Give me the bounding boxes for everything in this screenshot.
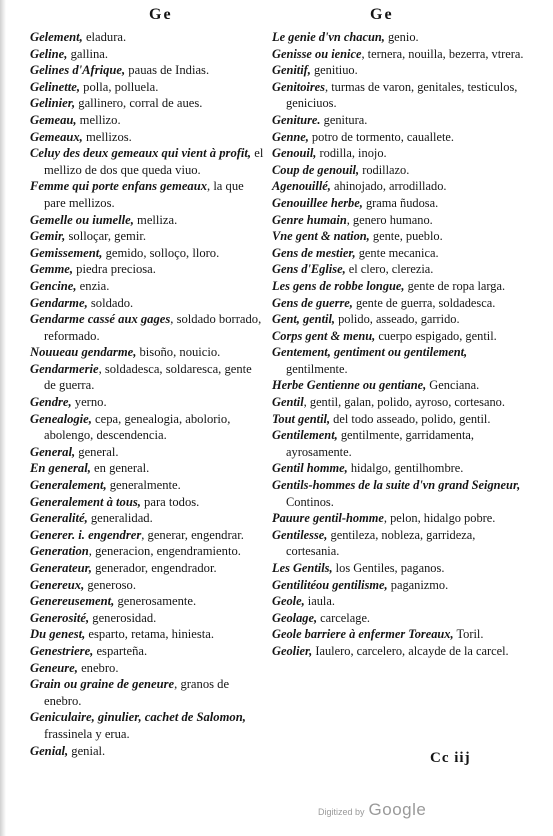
entry-translation: generosidad. [89,610,157,625]
dictionary-entry [30,62,265,79]
entry-translation: ahinojado, arrodillado. [330,179,447,194]
entry-translation: , granos de enebro. [44,677,230,708]
dictionary-entry [30,610,265,627]
entry-headword: Gendarme, [30,295,88,310]
entry-translation: el clero, clerezia. [345,262,434,277]
dictionary-entry [30,145,265,178]
dictionary-entry [272,593,527,610]
entry-translation: gente de guerra, soldadesca. [352,295,496,310]
dictionary-entry [30,660,265,677]
dictionary-entry [272,460,527,477]
entry-translation: Toril. [453,627,484,642]
dictionary-entry [30,510,265,527]
dictionary-entry [30,295,265,312]
entry-headword: Gentilesse, [272,527,328,542]
entry-translation: piedra preciosa. [73,262,156,277]
entry-translation: , soldado borrado, reformado. [44,312,262,343]
entry-headword: Gelines d'Afrique, [30,63,126,78]
entry-headword: Genereusement, [30,594,115,609]
scan-edge [0,0,6,836]
entry-translation: solloçar, gemir. [65,229,146,244]
entry-headword: Gemeaux, [30,129,83,144]
entry-translation: , generar, engendrar. [141,527,244,542]
entry-headword: Geolier, [272,643,313,658]
entry-headword: Genial, [30,743,69,758]
dictionary-entry [272,228,527,245]
dictionary-entry [272,129,527,146]
entry-translation: iaula. [304,594,335,609]
entry-headword: Nouueau gendarme, [30,345,137,360]
entry-headword: Generation [30,544,89,559]
entry-headword: Genouil, [272,146,317,161]
dictionary-entry [272,643,527,660]
digitized-watermark [318,800,426,820]
entry-translation: para todos. [140,494,200,509]
watermark-brand: Google [368,800,427,819]
entry-headword: Le genie d'vn chacun, [272,30,385,44]
dictionary-entry [30,460,265,477]
dictionary-entry [30,112,265,129]
dictionary-entry [30,543,265,560]
signature-mark: Cc iij [430,750,471,766]
entry-headword: Gemelle ou iumelle, [30,212,134,227]
watermark-prefix: Digitized by [318,807,365,817]
entry-headword: Geneure, [30,660,78,675]
entry-translation: general. [75,444,119,459]
dictionary-entry [30,477,265,494]
entry-headword: Gemir, [30,229,66,244]
entry-headword: Genne, [272,129,309,144]
entry-translation: polla, polluela. [80,79,159,94]
dictionary-entry [30,361,265,394]
dictionary-entry [272,394,527,411]
dictionary-entry [272,477,527,510]
dictionary-entry [272,29,527,46]
entry-headword: Genre humain [272,212,347,227]
entry-translation: , gentil, galan, polido, ayroso, cortesano. [303,395,505,410]
entry-translation: gentilmente. [286,361,348,376]
entry-translation: esparto, retama, hiniesta. [85,627,214,642]
entry-headword: Gemme, [30,262,74,277]
dictionary-entry [272,245,527,262]
entry-headword: Generalement à tous, [30,494,141,509]
entry-translation: enzia. [76,278,110,293]
entry-headword: Genitif, [272,63,311,78]
entry-translation: gente mecanica. [355,245,439,260]
entry-translation: gallinero, corral de aues. [75,96,203,111]
dictionary-entry [272,145,527,162]
entry-headword: Gentilement, [272,428,338,443]
entry-translation: gallina. [67,46,109,61]
entry-translation: bisoño, nouicio. [136,345,221,360]
dictionary-entry [272,510,527,527]
dictionary-entry [30,311,265,344]
entry-headword: Les gens de robbe longue, [272,278,405,293]
dictionary-entry [30,593,265,610]
entry-translation: gemido, solloço, lloro. [102,245,220,260]
entry-translation: generoso. [84,577,136,592]
dictionary-entry [30,212,265,229]
entry-headword: Agenouillé, [272,179,331,194]
entry-translation: , la que pare mellizos. [44,179,244,210]
entry-translation: gente de ropa larga. [404,278,506,293]
entry-headword: Genereux, [30,577,85,592]
running-head-left: Ge [149,6,173,23]
entry-translation: cepa, genealogia, abolorio, abolengo, descendencia. [44,411,231,443]
entry-translation: eladura. [82,30,127,44]
entry-headword: Gelinette, [30,79,81,94]
entry-translation: genial. [68,743,106,758]
entry-headword: Gendarmerie [30,361,99,376]
dictionary-entry [30,743,265,760]
entry-headword: Gendarme cassé aux gages [30,312,171,327]
entry-translation: del todo asseado, polido, gentil. [330,411,491,426]
entry-translation: paganizmo. [387,577,449,592]
entry-translation: , soldadesca, soldaresca, gente de guerra. [44,361,252,393]
entry-headword: Generer. i. engendrer [30,527,142,542]
entry-translation: grama ñudosa. [362,195,439,210]
entry-headword: Gendre, [30,395,72,410]
dictionary-entry [30,643,265,660]
entry-headword: Gentils-hommes de la suite d'vn grand Seigneur, [272,478,521,493]
entry-headword: Genealogie, [30,411,92,426]
entry-headword: Gentil homme, [272,461,348,476]
entry-headword: Femme qui porte enfans gemeaux [30,179,208,194]
dictionary-entry [30,129,265,146]
entry-translation: Iaulero, carcelero, alcayde de la carcel. [312,643,509,658]
entry-translation: cuerpo espigado, gentil. [375,328,497,343]
dictionary-entry [30,394,265,411]
dictionary-entry [30,444,265,461]
dictionary-entry [272,377,527,394]
dictionary-entry [272,427,527,460]
entry-headword: Gemeau, [30,112,77,127]
entry-headword: Geole, [272,594,305,609]
entry-headword: Genouillee herbe, [272,195,363,210]
entry-translation: yerno. [71,395,107,410]
dictionary-entry [272,261,527,278]
entry-translation: rodillazo. [359,162,410,177]
entry-translation: generalidad. [87,511,153,526]
dictionary-entry [272,195,527,212]
entry-headword: Gelement, [30,30,83,44]
dictionary-entry [30,95,265,112]
entry-translation: polido, asseado, garrido. [335,312,460,327]
dictionary-entry [272,527,527,560]
dictionary-entry [30,577,265,594]
dictionary-entry [272,212,527,229]
entry-headword: Coup de genouil, [272,162,360,177]
entry-translation: , turmas de varon, genitales, testiculos, geniciuos. [286,79,518,111]
dictionary-entry [30,261,265,278]
dictionary-entry [30,527,265,544]
left-column [30,29,265,759]
entry-translation: , genero humano. [346,212,433,227]
entry-translation: generador, engendrador. [91,561,217,575]
dictionary-entry [30,178,265,211]
running-head-right: Ge [370,6,394,23]
dictionary-entry [30,709,265,742]
entry-translation: genitiuo. [310,63,358,78]
right-column [272,29,527,660]
entry-headword: Generalité, [30,511,88,526]
entry-headword: Generateur, [30,561,92,575]
entry-headword: Vne gent & nation, [272,229,370,244]
entry-headword: Du genest, [30,627,86,642]
entry-translation: gentileza, nobleza, garrideza, cortesania. [286,527,476,559]
entry-headword: Herbe Gentienne ou gentiane, [272,378,427,393]
entry-translation: enebro. [77,660,119,675]
entry-headword: Genisse ou ienice [272,46,362,61]
entry-translation: rodilla, inojo. [316,146,387,161]
entry-headword: Geniture. [272,112,321,127]
entry-translation: melliza. [133,212,178,227]
entry-headword: Genitoires [272,79,326,94]
entry-translation: generalmente. [106,478,181,493]
dictionary-entry [272,626,527,643]
dictionary-entry [30,626,265,643]
dictionary-entry [30,676,265,709]
entry-headword: En general, [30,461,91,476]
dictionary-entry [272,79,527,112]
dictionary-entry [30,411,265,444]
entry-translation: mellizos. [82,129,132,144]
entry-translation: Continos. [286,494,334,509]
entry-translation: en general. [90,461,150,476]
dictionary-entry [30,228,265,245]
entry-headword: Corps gent & menu, [272,328,376,343]
entry-translation: soldado. [87,295,134,310]
dictionary-entry [272,62,527,79]
dictionary-entry [30,79,265,96]
entry-headword: Gens de guerre, [272,295,353,310]
dictionary-entry [272,112,527,129]
entry-headword: Gens de mestier, [272,245,356,260]
entry-headword: Gens d'Eglise, [272,262,346,277]
entry-headword: Gentilitéou gentilisme, [272,577,388,592]
entry-translation: potro de tormento, cauallete. [308,129,455,144]
dictionary-entry [272,610,527,627]
dictionary-entry [272,328,527,345]
entry-headword: Geole barriere à enfermer Toreaux, [272,627,454,642]
dictionary-entry [272,411,527,428]
entry-translation: el mellizo de dos que queda viuo. [44,146,264,177]
entry-headword: Geline, [30,46,68,61]
entry-translation: pauas de Indias. [125,63,210,78]
entry-translation: , pelon, hidalgo pobre. [383,511,496,526]
entry-translation: genio. [384,30,419,44]
entry-headword: Gemissement, [30,245,103,260]
entry-translation: carcelage. [317,610,371,625]
entry-headword: Geniculaire, ginulier, cachet de Salomon, [30,710,246,725]
dictionary-entry [30,46,265,63]
dictionary-entry [272,560,527,577]
entry-headword: Gentement, gentiment ou gentilement, [272,345,468,360]
dictionary-entry [30,344,265,361]
entry-headword: Celuy des deux gemeaux qui vient à profit, [30,146,252,161]
entry-translation: , generacion, engendramiento. [88,544,241,559]
dictionary-entry [272,295,527,312]
dictionary-entry [272,577,527,594]
entry-translation: Genciana. [426,378,480,393]
dictionary-entry [272,46,527,63]
entry-headword: Gentil [272,395,304,410]
entry-translation: gente, pueblo. [369,229,443,244]
entry-headword: General, [30,444,76,459]
entry-headword: Gent, gentil, [272,312,335,327]
entry-headword: Geolage, [272,610,318,625]
dictionary-entry [272,162,527,179]
entry-translation: mellizo. [76,112,121,127]
entry-headword: Les Gentils, [272,561,333,575]
dictionary-entry [30,245,265,262]
entry-headword: Gencine, [30,278,77,293]
entry-headword: Genestriere, [30,643,94,658]
entry-headword: Tout gentil, [272,411,331,426]
dictionary-entry [30,560,265,577]
dictionary-entry [272,311,527,328]
entry-headword: Pauure gentil-homme [272,511,384,526]
entry-headword: Generosité, [30,610,90,625]
entry-headword: Gelinier, [30,96,76,111]
entry-translation: frassinela y erua. [44,726,130,741]
dictionary-entry [272,278,527,295]
entry-translation: los Gentiles, paganos. [332,561,445,575]
entry-translation: generosamente. [114,594,197,609]
entry-translation: esparteña. [93,643,148,658]
dictionary-entry [30,29,265,46]
entry-translation: genitura. [320,112,368,127]
entry-translation: , ternera, nouilla, bezerra, vtrera. [361,46,524,61]
dictionary-entry [272,344,527,377]
dictionary-entry [30,278,265,295]
entry-headword: Generalement, [30,478,107,493]
entry-headword: Grain ou graine de geneure [30,677,175,692]
entry-translation: hidalgo, gentilhombre. [347,461,464,476]
dictionary-entry [30,494,265,511]
entry-translation: gentilmente, garridamenta, ayrosamente. [286,428,474,459]
dictionary-entry [272,178,527,195]
